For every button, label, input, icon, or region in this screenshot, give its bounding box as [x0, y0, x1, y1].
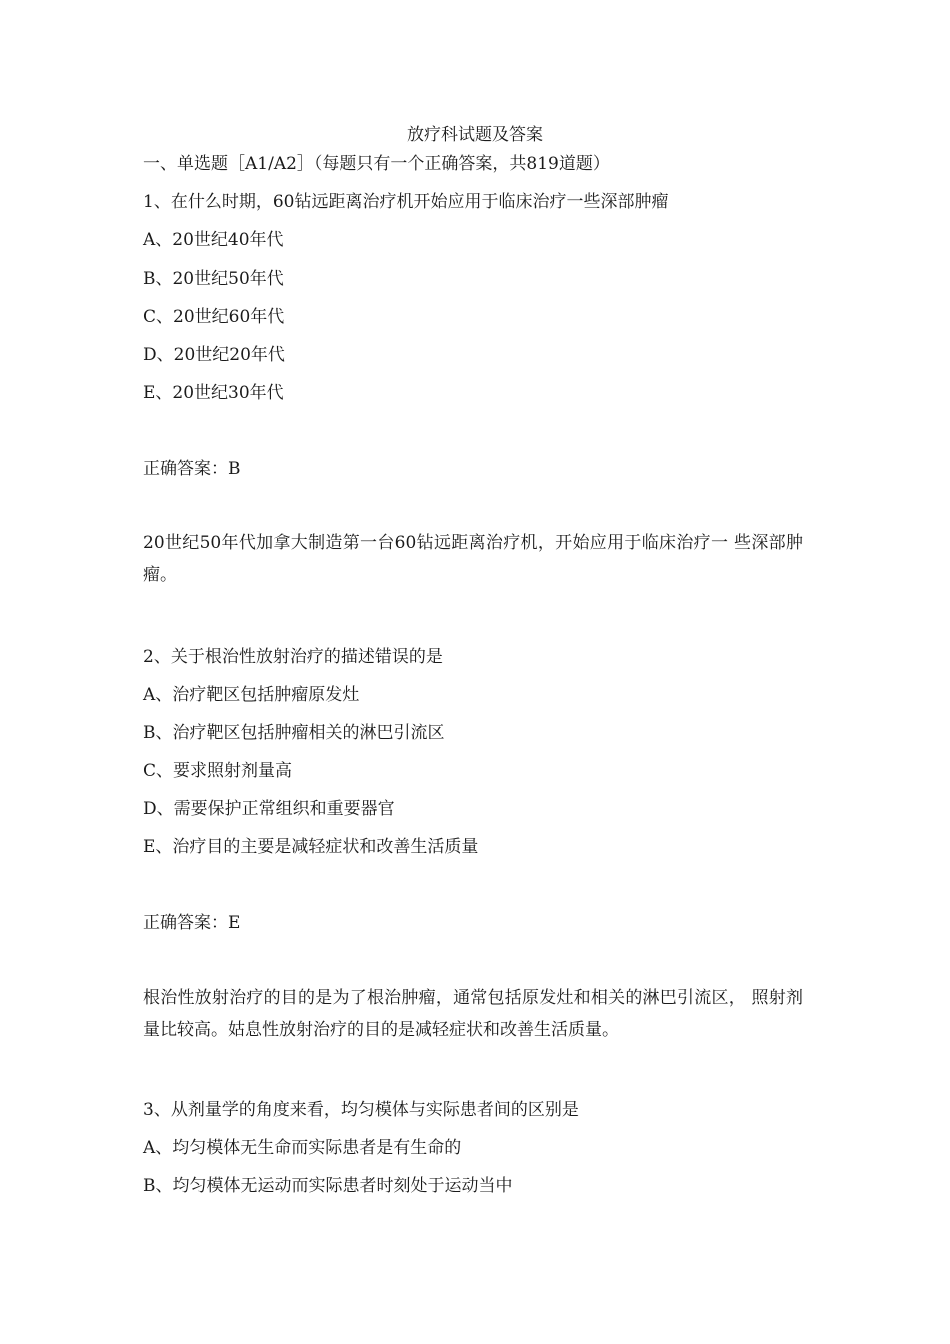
option-c: C、20世纪60年代	[143, 307, 285, 327]
question-stem: 3、从剂量学的角度来看，均匀模体与实际患者间的区别是	[143, 1100, 579, 1120]
option-d: D、20世纪20年代	[143, 345, 285, 365]
answer-explanation: 根治性放射治疗的目的是为了根治肿瘤，通常包括原发灶和相关的淋巴引流区， 照射剂量比较高。姑息性放射治疗的目的是减轻症状和改善生活质量。	[143, 988, 803, 1040]
option-e: E、20世纪30年代	[143, 383, 284, 403]
section-heading: 一、单选题［A1/A2］（每题只有一个正确答案，共819道题）	[143, 154, 610, 174]
option-a: A、均匀模体无生命而实际患者是有生命的	[143, 1138, 462, 1158]
option-d: D、需要保护正常组织和重要器官	[143, 799, 395, 819]
correct-answer: 正确答案：E	[143, 913, 241, 933]
option-b: B、均匀模体无运动而实际患者时刻处于运动当中	[143, 1176, 513, 1196]
option-a: A、治疗靶区包括肿瘤原发灶	[143, 685, 360, 705]
document-title: 放疗科试题及答案	[407, 125, 543, 145]
option-e: E、治疗目的主要是减轻症状和改善生活质量	[143, 837, 479, 857]
option-a: A、20世纪40年代	[143, 230, 284, 250]
option-c: C、要求照射剂量高	[143, 761, 293, 781]
question-stem: 1、在什么时期，60钻远距离治疗机开始应用于临床治疗一些深部肿瘤	[143, 192, 669, 212]
option-b: B、20世纪50年代	[143, 269, 284, 289]
option-b: B、治疗靶区包括肿瘤相关的淋巴引流区	[143, 723, 445, 743]
question-stem: 2、关于根治性放射治疗的描述错误的是	[143, 647, 443, 667]
answer-explanation: 20世纪50年代加拿大制造第一台60钻远距离治疗机，开始应用于临床治疗一 些深部肿瘤。	[143, 533, 803, 585]
correct-answer: 正确答案：B	[143, 459, 241, 479]
